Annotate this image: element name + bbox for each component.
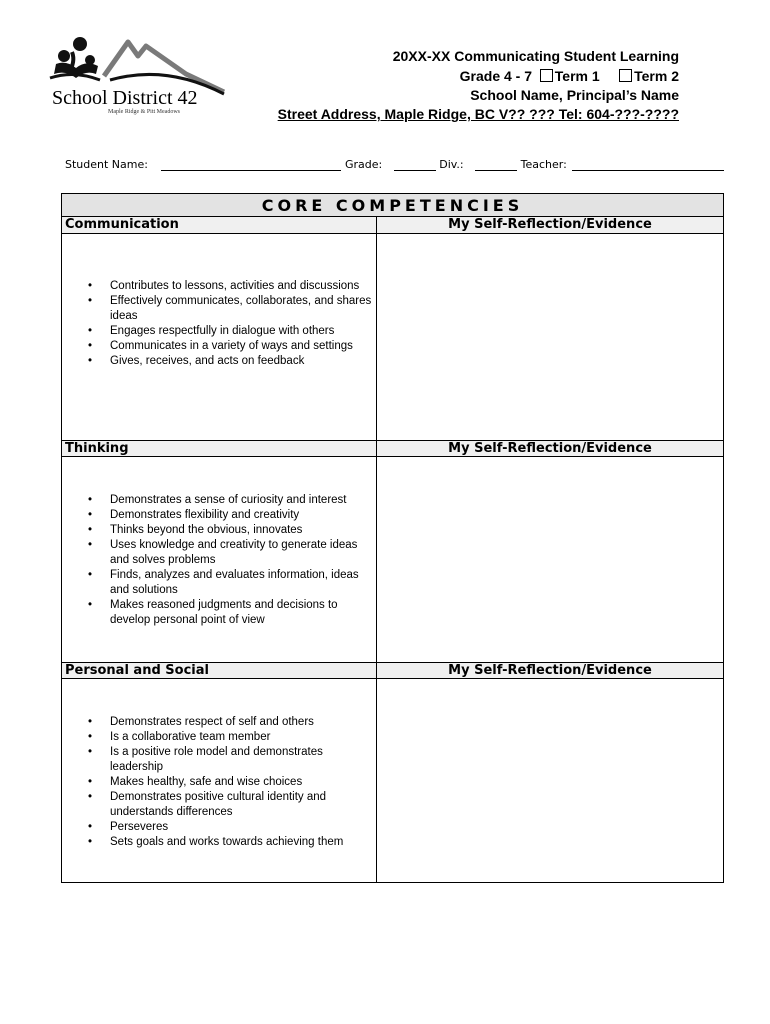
section-header-communication xyxy=(62,217,723,234)
list-item: • Uses knowledge and creativity to generate ideas and solves problems xyxy=(88,538,378,568)
communication-reflection-cell[interactable] xyxy=(377,234,723,440)
reflection-label: My Self-Reflection/Evidence xyxy=(448,217,652,232)
list-item: • Makes healthy, safe and wise choices xyxy=(88,775,378,790)
list-item: • Gives, receives, and acts on feedback xyxy=(88,354,378,369)
div-label: Div.: xyxy=(439,158,464,171)
list-item: • Communicates in a variety of ways and settings xyxy=(88,339,378,354)
student-info-row xyxy=(65,158,724,171)
student-name-label: Student Name: xyxy=(65,158,148,171)
logo-subtitle: Maple Ridge & Pitt Meadows xyxy=(108,109,180,115)
grade-range: Grade 4 - 7 xyxy=(459,68,533,84)
term2-label: Term 2 xyxy=(634,68,679,84)
list-item: • Sets goals and works towards achieving them xyxy=(88,835,378,850)
student-name-field[interactable] xyxy=(161,158,341,171)
grade-label: Grade: xyxy=(344,158,383,171)
teacher-label: Teacher: xyxy=(520,158,567,171)
school-principal: School Name, Principal’s Name xyxy=(470,87,679,103)
reflection-label: My Self-Reflection/Evidence xyxy=(448,441,652,456)
list-item: • Makes reasoned judgments and decisions to develop personal point of view xyxy=(88,598,378,628)
table-title: CORE COMPETENCIES xyxy=(62,194,723,217)
term1-label: Term 1 xyxy=(554,68,600,84)
list-item: • Engages respectfully in dialogue with others xyxy=(88,324,378,339)
list-item: • Demonstrates flexibility and creativity xyxy=(88,508,378,523)
list-item: • Effectively communicates, collaborates, and shares ideas xyxy=(88,294,378,324)
list-item: • Is a positive role model and demonstrates leadership xyxy=(88,745,378,775)
list-item: • Is a collaborative team member xyxy=(88,730,378,745)
list-item: • Finds, analyzes and evaluates information, ideas and solutions xyxy=(88,568,378,598)
div-field[interactable] xyxy=(475,158,517,171)
personal-social-reflection-cell[interactable] xyxy=(377,679,723,882)
logo-wordmark: School District 42 xyxy=(52,87,198,109)
term1-checkbox[interactable] xyxy=(540,69,553,82)
school-address: Street Address, Maple Ridge, BC V?? ??? Tel: 604-???-???? xyxy=(277,106,679,122)
list-item: • Contributes to lessons, activities and discussions xyxy=(88,279,378,294)
section-title: Personal and Social xyxy=(65,663,209,678)
section-title: Thinking xyxy=(65,441,129,456)
list-item: • Perseveres xyxy=(88,820,378,835)
communication-list xyxy=(88,279,378,369)
thinking-list xyxy=(88,493,378,628)
list-item: • Demonstrates positive cultural identity and understands differences xyxy=(88,790,378,820)
section-header-personal-social xyxy=(62,662,723,679)
thinking-reflection-cell[interactable] xyxy=(377,457,723,662)
report-title: 20XX-XX Communicating Student Learning xyxy=(392,48,679,64)
grade-term-line xyxy=(460,67,679,85)
section-title: Communication xyxy=(65,217,179,232)
grade-field[interactable] xyxy=(394,158,436,171)
section-header-thinking xyxy=(62,440,723,457)
list-item: • Demonstrates respect of self and others xyxy=(88,715,378,730)
term2-checkbox[interactable] xyxy=(619,69,632,82)
core-competencies-table xyxy=(61,193,724,883)
reflection-label: My Self-Reflection/Evidence xyxy=(448,663,652,678)
personal-social-list xyxy=(88,715,378,850)
list-item: • Thinks beyond the obvious, innovates xyxy=(88,523,378,538)
teacher-field[interactable] xyxy=(572,158,724,171)
list-item: • Demonstrates a sense of curiosity and interest xyxy=(88,493,378,508)
